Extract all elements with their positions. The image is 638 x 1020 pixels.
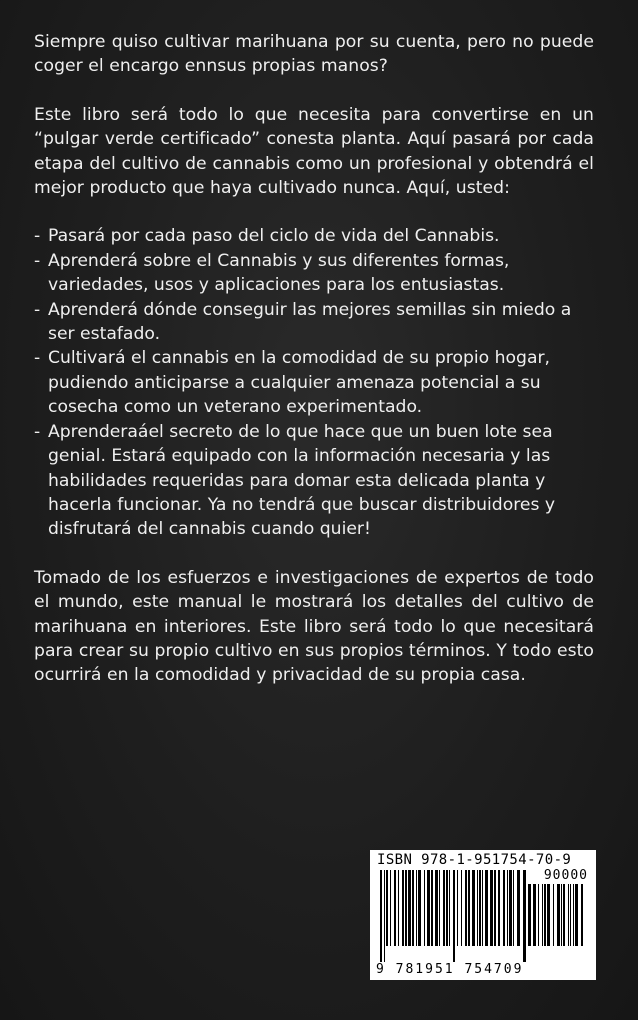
barcode-bar bbox=[394, 870, 396, 946]
barcode-bar bbox=[485, 870, 488, 946]
barcode-bar bbox=[528, 884, 531, 946]
list-item: - Pasará por cada paso del ciclo de vida del Cannabis. bbox=[34, 224, 594, 248]
isbn-barcode bbox=[370, 850, 596, 980]
barcode-bar bbox=[402, 870, 404, 946]
barcode-bar bbox=[412, 870, 414, 946]
barcode-bars-addon bbox=[528, 884, 588, 962]
barcode-bar bbox=[427, 870, 430, 946]
barcode-bar bbox=[405, 870, 407, 946]
barcode-bar bbox=[457, 870, 458, 946]
barcode-bar bbox=[386, 870, 388, 946]
back-cover-text bbox=[34, 30, 594, 688]
barcode-bar bbox=[563, 884, 565, 946]
barcode-bar bbox=[380, 870, 382, 962]
barcode-bar bbox=[465, 870, 467, 946]
barcode-bar bbox=[435, 870, 438, 946]
barcode-bar bbox=[573, 884, 574, 946]
isbn-text: ISBN 978-1-951754-70-9 bbox=[377, 852, 572, 868]
barcode-bar bbox=[533, 884, 536, 946]
barcode-bar bbox=[418, 870, 421, 946]
barcode-bar bbox=[449, 870, 450, 946]
list-item: - Aprenderá dónde conseguir las mejores semillas sin miedo a ser estafado. bbox=[34, 298, 594, 347]
intro-paragraph: Siempre quiso cultivar marihuana por su cuenta, pero no puede coger el encargo ennsus propias manos? bbox=[34, 32, 594, 77]
barcode-bar bbox=[453, 870, 455, 962]
description-paragraph: Este libro será todo lo que necesita para convertirse en un “pulgar verde certificado” conesta planta. Aquí pasará por cada etapa del cultivo de cannabis como un profesional y obtendrá el mejor producto que haya cultivado nunca. Aquí, usted: bbox=[34, 104, 594, 199]
barcode-bar bbox=[461, 870, 462, 946]
barcode-bar bbox=[568, 884, 569, 946]
barcode-bar bbox=[498, 870, 500, 946]
barcode-bar bbox=[509, 870, 512, 946]
closing-paragraph: Tomado de los esfuerzos e investigaciones de expertos de todo el mundo, este manual le mostrará los detalles del cultivo de marihuana en interiores. Este libro será todo lo que necesitará para crear su propio cultivo en sus propios términos. Y todo esto ocurrirá en la comodidad y privacidad de su propia casa. bbox=[34, 567, 594, 686]
barcode-bar bbox=[490, 870, 493, 946]
barcode-bar bbox=[513, 870, 514, 946]
list-item: - Cultivará el cannabis en la comodidad de su propio hogar, pudiendo anticiparse a cualquier amenaza potencial a su cosecha como un veterano experimentado. bbox=[34, 346, 594, 419]
barcode-bar bbox=[561, 884, 562, 946]
list-item: - Aprenderá sobre el Cannabis y sus diferentes formas, variedades, usos y aplicaciones para los entusiastas. bbox=[34, 249, 594, 298]
barcode-bar bbox=[482, 870, 483, 946]
barcode-bar bbox=[547, 884, 550, 946]
barcode-bar bbox=[507, 870, 508, 946]
barcode-bar bbox=[542, 884, 543, 946]
list-item: - Aprenderaáel secreto de lo que hace que un buen lote sea genial. Estará equipado con la información necesaria y las habilidades requeridas para domar esta delicada planta y hacerla funcionar. Ya no tendrá que buscar distribuidores y disfrutará del cannabis cuando quier! bbox=[34, 420, 594, 542]
barcode-bar bbox=[398, 870, 399, 946]
benefit-list bbox=[34, 224, 594, 541]
barcode-bar bbox=[557, 884, 560, 946]
barcode-bar bbox=[384, 870, 385, 962]
barcode-bar bbox=[416, 870, 417, 946]
barcode-bars-main bbox=[380, 870, 526, 962]
barcode-bar bbox=[477, 870, 478, 946]
barcode-bar bbox=[575, 884, 578, 946]
barcode-bar bbox=[544, 884, 546, 946]
barcode-bar bbox=[523, 870, 526, 962]
barcode-bar bbox=[494, 870, 496, 946]
price-code: 90000 bbox=[543, 868, 588, 883]
ean-number: 9 781951 754709 bbox=[376, 962, 524, 977]
barcode-bar bbox=[503, 870, 505, 946]
barcode-bar bbox=[472, 870, 475, 946]
barcode-bar bbox=[439, 870, 440, 946]
barcode-bar bbox=[570, 884, 571, 946]
barcode-bar bbox=[553, 884, 554, 946]
barcode-bar bbox=[424, 870, 425, 946]
barcode-bar bbox=[538, 884, 539, 946]
barcode-bar bbox=[581, 884, 583, 946]
barcode-bar bbox=[446, 870, 448, 946]
barcode-bar bbox=[431, 870, 433, 946]
barcode-bar bbox=[443, 870, 445, 946]
barcode-bar bbox=[468, 870, 470, 946]
barcode-bar bbox=[390, 870, 391, 946]
barcode-bar bbox=[408, 870, 411, 946]
barcode-bar bbox=[517, 870, 520, 946]
barcode-bar bbox=[479, 870, 481, 946]
